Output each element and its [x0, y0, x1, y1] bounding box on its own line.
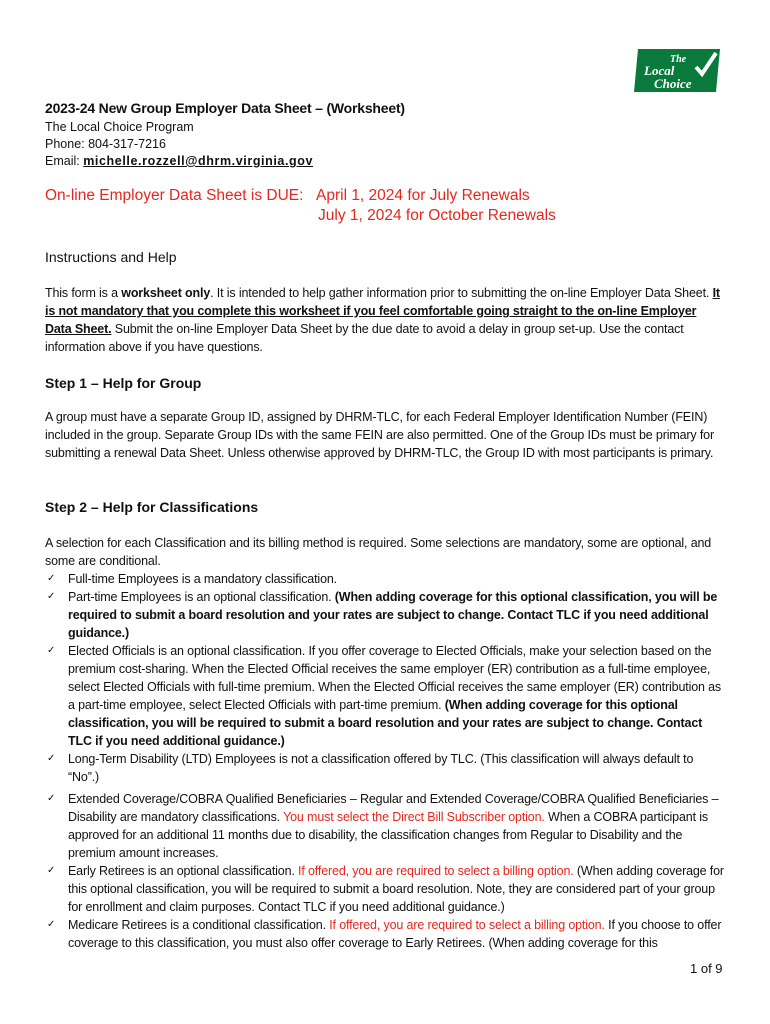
- logo-line3: Choice: [654, 76, 692, 91]
- classification-list: [45, 570, 725, 952]
- program-name: The Local Choice Program: [45, 120, 194, 134]
- step2-intro: A selection for each Classification and its billing method is required. Some selections are mandatory, some are optional, and some are conditional.: [45, 536, 712, 568]
- check-bullet-icon: ✓: [47, 573, 56, 584]
- email-label: Email:: [45, 154, 80, 168]
- page-number: 1 of 9: [690, 961, 723, 976]
- step2-heading: Step 2 – Help for Classifications: [45, 499, 259, 515]
- step2-section: [45, 534, 725, 952]
- logo-line2: Local: [644, 63, 675, 78]
- due-date-october: July 1, 2024 for October Renewals: [318, 207, 556, 224]
- list-item: ✓ Elected Officials is an optional classification. If you offer coverage to Elected Officials, make your selection based on the premium cost-sharing. When the Elected Official receives the same employer (ER) contribution as a full-time employee, select Elected Officials with full-time premium. When the Elected Official receives the same employer (ER) contribution as a part-time employee, select Elected Officials with part-time premium. (When adding coverage for this optional classification, you will be required to submit a board resolution and your rates are subject to change. Contact TLC if you need additional guidance.): [47, 644, 722, 748]
- phone-line: Phone: 804-317-7216: [45, 137, 166, 151]
- list-item: ✓ Part-time Employees is an optional classification. (When adding coverage for this optional classification, you will be required to submit a board resolution and your rates are subject to change. Contact TLC if you need additional guidance.): [47, 590, 718, 640]
- the-local-choice-logo: [632, 47, 722, 94]
- email-link[interactable]: michelle.rozzell@dhrm.virginia.gov: [83, 154, 314, 168]
- check-bullet-icon: ✓: [47, 645, 56, 656]
- check-bullet-icon: ✓: [47, 793, 56, 804]
- logo-line1: The: [670, 54, 687, 65]
- email-line: [45, 152, 313, 170]
- list-item: ✓ Early Retirees is an optional classification. If offered, you are required to select a billing option. (When adding coverage for this optional classification, you will be required to submit a board resolution. Note, they are considered part of your group for enrollment and claim purposes. Contact TLC if you need additional guidance.): [47, 864, 724, 914]
- step1-paragraph: A group must have a separate Group ID, assigned by DHRM-TLC, for each Federal Employer Identification Number (FEIN) included in the group. Separate Group IDs with the same FEIN are also permitted. One of the Group IDs must be primary for submitting a renewal Data Sheet. Unless otherwise approved by DHRM-TLC, the Group ID with most participants is primary.: [45, 410, 714, 460]
- list-item: ✓ Full-time Employees is a mandatory classification.: [47, 572, 337, 586]
- list-item: ✓ Medicare Retirees is a conditional classification. If offered, you are required to select a billing option. If you choose to offer coverage to this classification, you must also offer coverage to Early Retirees. (When adding coverage for this: [47, 918, 722, 950]
- check-bullet-icon: ✓: [47, 753, 56, 764]
- due-date-july: April 1, 2024 for July Renewals: [316, 187, 530, 204]
- list-item: ✓ Extended Coverage/COBRA Qualified Beneficiaries – Regular and Extended Coverage/COBRA Qualified Beneficiaries – Disability are mandatory classifications. You must select the Direct Bill Subscriber option. When a COBRA participant is approved for an additional 11 months due to disability, the classification changes from Regular to Disability and the premium amount increases.: [47, 792, 719, 860]
- check-bullet-icon: ✓: [47, 919, 56, 930]
- check-bullet-icon: ✓: [47, 865, 56, 876]
- check-bullet-icon: ✓: [47, 591, 56, 602]
- instructions-heading: Instructions and Help: [45, 249, 177, 265]
- list-item: ✓ Long-Term Disability (LTD) Employees is not a classification offered by TLC. (This classification will always default to “No”.): [47, 752, 694, 784]
- intro-paragraph: This form is a worksheet only. It is intended to help gather information prior to submitting the on-line Employer Data Sheet. It is not mandatory that you complete this worksheet if you feel comfortable going straight to the on-line Employer Data Sheet. Submit the on-line Employer Data Sheet by the due date to avoid a delay in group set-up. Use the contact information above if you have questions.: [45, 286, 720, 354]
- step1-heading: Step 1 – Help for Group: [45, 375, 202, 391]
- page-title: 2023-24 New Group Employer Data Sheet – (Worksheet): [45, 100, 405, 116]
- due-label: On-line Employer Data Sheet is DUE:: [45, 187, 304, 204]
